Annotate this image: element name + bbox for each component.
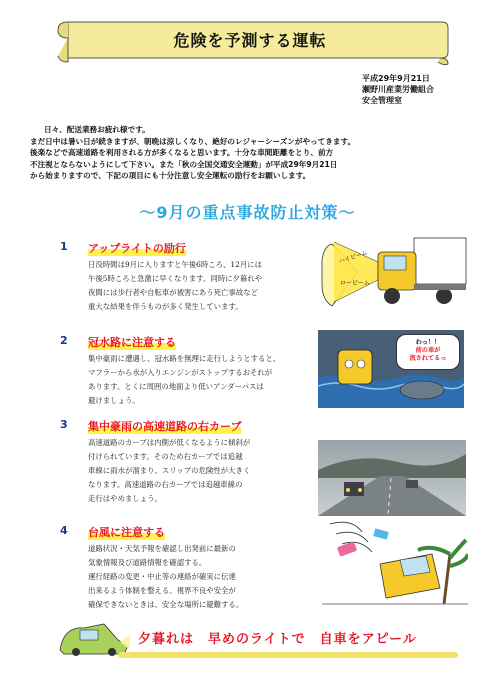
title-banner: [50, 16, 450, 68]
flooded-road-illustration: [318, 330, 464, 408]
section-number: 3: [60, 418, 68, 431]
body-line: 日没時間は9月に入りますと午後6時ころ、12月には: [88, 260, 263, 269]
department-name: 安全管理室: [362, 96, 402, 105]
issue-date: 平成29年9月21日: [362, 74, 430, 83]
typhoon-illustration: [322, 514, 468, 608]
section-title: 集中豪雨の高速道路の右カーブ: [88, 420, 242, 433]
body-line: 夜間には歩行者や自転車が被害にあう死亡事故など: [88, 288, 258, 297]
low-beam-label: ロービーム: [340, 280, 370, 287]
body-line: 道路状況・天気予報を確認し出発前に最新の: [88, 544, 236, 553]
dusk-car-illustration: [58, 616, 130, 656]
body-line: 走行はやめましょう。: [88, 494, 162, 503]
speech-text: 流されてるっ: [409, 355, 447, 362]
page-title: 危険を予測する運転: [173, 31, 327, 50]
section-body: [88, 258, 320, 314]
body-line: なります。高速道路の右カーブでは追越車線の: [88, 480, 243, 489]
section-title: アップライトの励行: [88, 242, 186, 255]
speech-bubble: [396, 334, 460, 370]
body-line: 車線に雨水が溜まり、スリップの危険性が大きく: [88, 466, 251, 475]
body-line: 付けられています。そのため右カーブでは追越: [88, 452, 243, 461]
body-line: マフラーから水が入りエンジンがストップするおそれが: [88, 368, 273, 377]
greeting-line: から始まりますので、下記の項目にも十分注意し安全運転の励行をお願いします。: [30, 171, 311, 181]
greeting-line: 日々、配送業務お疲れ様です。: [44, 125, 150, 134]
section-title: 台風に注意する: [88, 526, 165, 539]
section-number: 1: [60, 240, 68, 253]
body-line: 運行経路の変更・中止等の連絡が確実に伝達: [88, 572, 236, 581]
rainy-highway-photo: [318, 440, 466, 516]
footer-slogan: 夕暮れは 早めのライトで 自車をアピール: [138, 632, 417, 647]
slogan-underline: [118, 652, 458, 658]
body-line: あります。とくに周囲の地面より低いアンダーパスは: [88, 382, 264, 391]
greeting-line: 不注視とならないようにして下さい。また「秋の全国交通安全運動」が平成29年9月21日: [30, 159, 338, 169]
greeting-paragraph: [30, 124, 470, 182]
body-line: 確保できないときは、安全な場所に避難する。: [88, 600, 244, 609]
body-line: 重大な結果を伴うものが多く発生しています。: [88, 302, 243, 311]
body-line: 高速道路のカーブは内側が低くなるように傾斜が: [88, 438, 251, 447]
high-beam-label: ハイビーム: [337, 249, 369, 266]
section-number: 4: [60, 524, 68, 537]
section-body: [88, 436, 320, 506]
greeting-line: 後楽などで高速道路を利用される方が多くなると思います。十分な車間距離をとり、前方: [30, 148, 334, 158]
section-title: 冠水路に注意する: [88, 336, 176, 349]
organization-name: 瀬野川産業労働組合: [362, 85, 434, 94]
body-line: 気象情報及び道路情報を確認する。: [88, 558, 207, 567]
body-line: 出来るよう体制を整える。視界不良や安全が: [88, 586, 236, 595]
body-line: 集中豪雨に遭遇し、冠水路を無理に走行しようとすると、: [88, 354, 281, 363]
section-body: [88, 352, 320, 408]
section-heading: ～9月の重点事故防止対策～: [139, 203, 356, 222]
section-body: [88, 542, 320, 612]
speech-text: わっ！！: [415, 339, 441, 346]
document-meta: [362, 73, 434, 106]
greeting-line: まだ日中は暑い日が続きますが、朝晩は涼しくなり、絶好のレジャーシーズンがやってきます。: [30, 136, 356, 146]
body-line: 午後5時ころと急激に早くなります。同時に夕暮れや: [88, 274, 263, 283]
body-line: 避けましょう。: [88, 396, 140, 405]
section-number: 2: [60, 334, 68, 347]
truck-headlight-illustration: [318, 234, 468, 314]
speech-text: 前の車が: [415, 347, 441, 354]
